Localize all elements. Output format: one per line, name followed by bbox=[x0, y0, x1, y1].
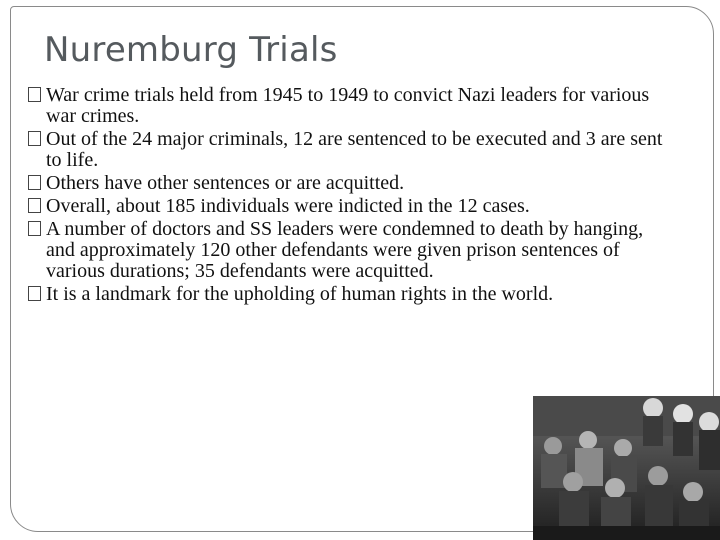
bullet-item bbox=[28, 196, 668, 217]
bullet-text: Others have other sentences or are acquitted. bbox=[46, 172, 405, 194]
trial-photo-graphic bbox=[533, 396, 720, 540]
bullet-text: A number of doctors and SS leaders were condemned to death by hanging, and approximately 120 other defendants were given prison sentences of various durations; 35 defendants were acquitted. bbox=[46, 218, 644, 282]
bullet-item bbox=[28, 219, 668, 282]
bullet-item bbox=[28, 85, 668, 127]
checkbox-bullet-icon bbox=[28, 175, 41, 190]
bullet-text: It is a landmark for the upholding of human rights in the world. bbox=[46, 283, 554, 305]
checkbox-bullet-icon bbox=[28, 221, 41, 236]
trial-photo bbox=[533, 396, 720, 540]
bullet-text: Overall, about 185 individuals were indicted in the 12 cases. bbox=[46, 195, 530, 217]
slide-title: Nuremburg Trials bbox=[44, 30, 338, 70]
checkbox-bullet-icon bbox=[28, 198, 41, 213]
bullet-list bbox=[28, 85, 668, 307]
bullet-item bbox=[28, 173, 668, 194]
checkbox-bullet-icon bbox=[28, 286, 41, 301]
bullet-text: Out of the 24 major criminals, 12 are sentenced to be executed and 3 are sent to life. bbox=[46, 128, 663, 171]
bullet-text: War crime trials held from 1945 to 1949 to convict Nazi leaders for various war crimes. bbox=[46, 84, 650, 127]
bullet-item bbox=[28, 284, 668, 305]
checkbox-bullet-icon bbox=[28, 131, 41, 146]
checkbox-bullet-icon bbox=[28, 87, 41, 102]
bullet-item bbox=[28, 129, 668, 171]
